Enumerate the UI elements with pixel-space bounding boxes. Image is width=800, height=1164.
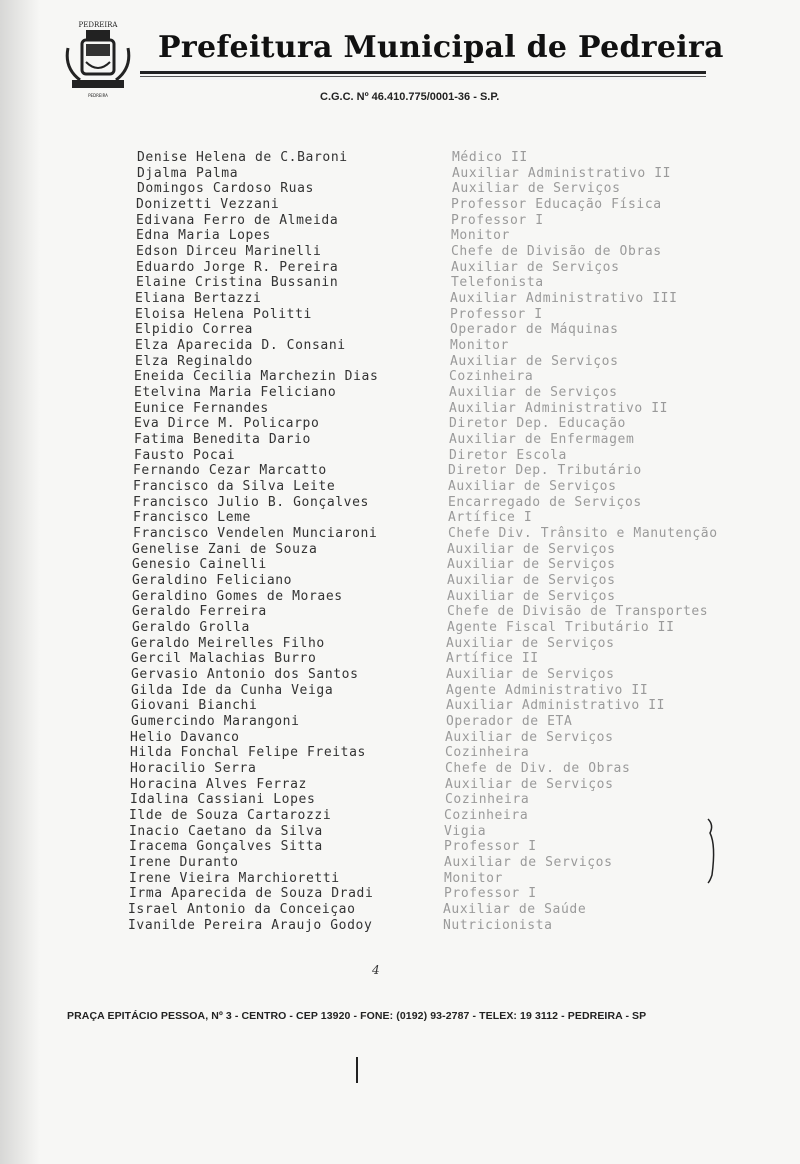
employee-role: Chefe de Divisão de Transportes [447, 604, 709, 620]
employee-name: Denise Helena de C.Baroni [137, 150, 348, 165]
employee-name: Djalma Palma [137, 165, 239, 181]
page-number: 4 [372, 963, 380, 977]
employee-role: Encarregado de Serviços [448, 494, 642, 510]
employee-role: Chefe de Divisão de Obras [451, 244, 662, 260]
employee-role: Cozinheira [445, 745, 530, 761]
employee-name: Inacio Caetano da Silva [129, 823, 323, 839]
employee-role: Auxiliar de Serviços [452, 181, 621, 197]
employee-name: Eneida Cecilia Marchezin Dias [134, 369, 379, 385]
handwritten-mark [700, 815, 724, 885]
employee-role: Auxiliar de Serviços [445, 776, 614, 792]
employee-role: Auxiliar Administrativo II [449, 400, 669, 416]
employee-role: Cozinheira [444, 808, 529, 824]
employee-name: Eva Dirce M. Policarpo [134, 416, 320, 432]
employee-role: Professor Educação Física [451, 197, 662, 212]
employee-name: Geraldino Feliciano [132, 573, 293, 589]
employee-name: Gumercindo Marangoni [131, 714, 300, 730]
employee-role: Auxiliar de Serviços [447, 588, 616, 604]
employee-role: Professor I [444, 886, 537, 902]
employee-name: Giovani Bianchi [131, 698, 258, 714]
employee-name: Eliana Bertazzi [135, 291, 262, 307]
employee-role: Cozinheira [445, 792, 530, 808]
employee-role: Auxiliar de Serviços [445, 729, 614, 745]
employee-name: Domingos Cardoso Ruas [137, 181, 314, 197]
employee-role: Vigia [444, 823, 487, 839]
title-underline-thin [140, 76, 706, 77]
employee-role: Operador de Máquinas [450, 322, 619, 338]
employee-role: Professor I [450, 306, 543, 322]
employee-name: Genesio Cainelli [132, 557, 267, 573]
employee-name: Francisco Leme [133, 510, 251, 526]
employee-name: Donizetti Vezzani [136, 197, 280, 212]
employee-role: Agente Fiscal Tributário II [447, 620, 675, 636]
employee-name: Fernando Cezar Marcatto [133, 463, 327, 479]
employee-role: Agente Administrativo II [446, 682, 649, 698]
employee-role: Professor I [451, 212, 544, 228]
employee-role: Auxiliar de Serviços [449, 385, 618, 401]
employee-name: Elpidio Correa [135, 322, 253, 338]
employee-role: Nutricionista [443, 917, 553, 933]
employee-role: Médico II [452, 150, 528, 165]
scan-shadow [0, 0, 40, 1164]
employee-role: Chefe Div. Trânsito e Manutenção [448, 526, 718, 542]
employee-name: Geraldo Grolla [132, 620, 250, 636]
employee-name: Gercil Malachias Burro [131, 651, 317, 667]
employee-role: Auxiliar Administrativo III [450, 291, 678, 307]
employee-role: Auxiliar de Serviços [448, 479, 617, 495]
employee-role: Artífice II [446, 651, 539, 667]
employee-role: Diretor Dep. Tributário [448, 463, 642, 479]
employee-role: Diretor Dep. Educação [449, 416, 626, 432]
employee-name: Horacilio Serra [130, 761, 257, 777]
employee-role: Auxiliar de Enfermagem [449, 432, 635, 448]
employee-name: Eduardo Jorge R. Pereira [136, 259, 339, 275]
employee-name: Elza Reginaldo [135, 353, 253, 369]
scan-mark [352, 1055, 362, 1085]
employee-name: Hilda Fonchal Felipe Freitas [130, 745, 366, 761]
employee-role: Auxiliar de Serviços [447, 541, 616, 557]
svg-text:PEDREIRA: PEDREIRA [78, 21, 118, 29]
employee-role: Artífice I [448, 510, 533, 526]
employee-name: Iracema Gonçalves Sitta [129, 839, 323, 855]
employee-name: Geraldo Meirelles Filho [131, 635, 325, 651]
employee-name: Edna Maria Lopes [136, 228, 271, 244]
employee-name: Geraldo Ferreira [132, 604, 267, 620]
employee-name: Fatima Benedita Dario [134, 432, 311, 448]
employee-name: Israel Antonio da Conceiçao [128, 902, 356, 918]
employee-name: Eloisa Helena Politti [135, 306, 312, 322]
employee-name: Irene Vieira Marchioretti [129, 870, 340, 886]
title-underline [140, 71, 706, 74]
employee-name: Edivana Ferro de Almeida [136, 212, 339, 228]
employee-role: Auxiliar Administrativo II [446, 698, 666, 714]
employee-name: Gervasio Antonio dos Santos [131, 667, 359, 683]
employee-role: Cozinheira [449, 369, 534, 385]
employee-role: Monitor [444, 870, 503, 886]
employee-name: Helio Davanco [130, 729, 240, 745]
employee-name: Ivanilde Pereira Araujo Godoy [128, 917, 373, 933]
employee-role: Telefonista [451, 275, 544, 291]
employee-name: Idalina Cassiani Lopes [130, 792, 316, 808]
employee-role: Auxiliar Administrativo II [452, 165, 672, 181]
employee-name: Elaine Cristina Bussanin [136, 275, 339, 291]
employee-role: Monitor [451, 228, 510, 244]
employee-role: Auxiliar de Serviços [446, 635, 615, 651]
employee-role: Auxiliar de Serviços [447, 573, 616, 589]
employee-name: Horacina Alves Ferraz [130, 776, 307, 792]
employee-name: Francisco da Silva Leite [133, 479, 336, 495]
employee-name: Genelise Zani de Souza [132, 541, 318, 557]
employee-role: Professor I [444, 839, 537, 855]
footer-address: PRAÇA EPITÁCIO PESSOA, Nº 3 - CENTRO - CEP 13920 - FONE: (0192) 93-2787 - TELEX: 19 3112 - PEDREIRA - SP [67, 1010, 647, 1022]
svg-text:PEDREIRA: PEDREIRA [88, 93, 108, 98]
employee-name: Francisco Julio B. Gonçalves [133, 494, 369, 510]
employee-role: Chefe de Div. de Obras [445, 761, 631, 777]
employee-role: Auxiliar de Saúde [443, 902, 587, 918]
employee-name: Ilde de Souza Cartarozzi [129, 808, 332, 824]
employee-name: Irma Aparecida de Souza Dradi [129, 886, 374, 902]
employee-name: Fausto Pocai [134, 447, 236, 463]
employee-name: Geraldino Gomes de Moraes [132, 588, 343, 604]
employee-name: Edson Dirceu Marinelli [136, 244, 322, 260]
employee-role: Auxiliar de Serviços [446, 667, 615, 683]
employee-name: Eunice Fernandes [134, 400, 269, 416]
employee-role: Monitor [450, 338, 509, 354]
employee-role: Auxiliar de Serviços [451, 259, 620, 275]
employee-name: Etelvina Maria Feliciano [134, 385, 337, 401]
employee-role: Auxiliar de Serviços [447, 557, 616, 573]
employee-name: Gilda Ide da Cunha Veiga [131, 682, 334, 698]
cgc-number: C.G.C. Nº 46.410.775/0001-36 - S.P. [320, 91, 500, 103]
employee-role: Auxiliar de Serviços [444, 855, 613, 871]
employee-name: Irene Duranto [129, 855, 239, 871]
employee-role: Auxiliar de Serviços [450, 353, 619, 369]
employee-name: Francisco Vendelen Munciaroni [133, 526, 378, 542]
employee-role: Diretor Escola [449, 447, 567, 463]
municipal-crest-logo [62, 18, 134, 100]
employee-role: Operador de ETA [446, 714, 573, 730]
page-title: Prefeitura Municipal de Pedreira [158, 30, 724, 65]
employee-name: Elza Aparecida D. Consani [135, 338, 346, 354]
